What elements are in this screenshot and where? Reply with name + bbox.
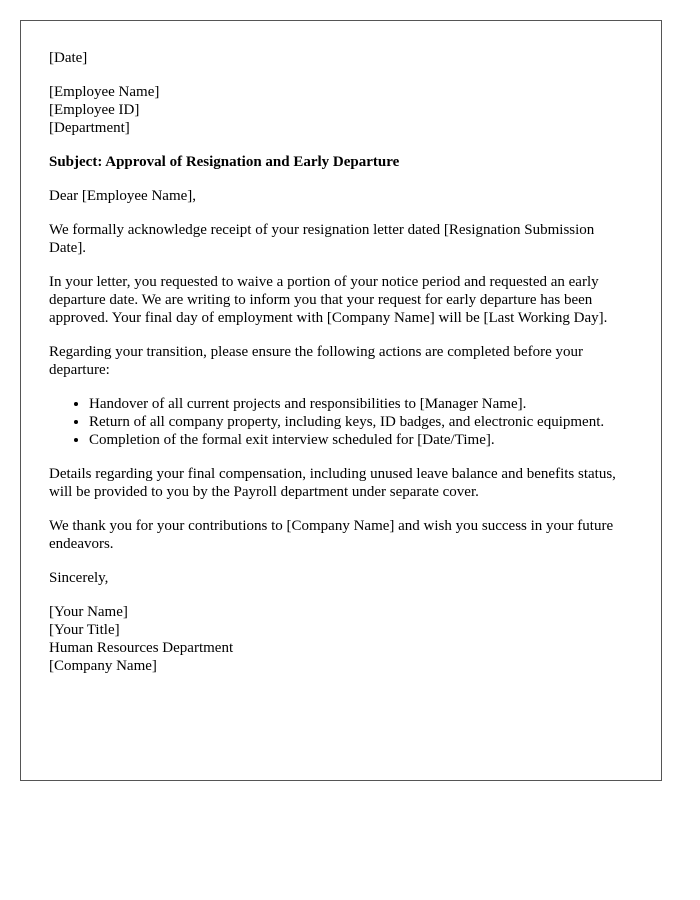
recipient-id: [Employee ID] (49, 102, 140, 118)
signer-company: [Company Name] (49, 658, 157, 674)
subject-line: Subject: Approval of Resignation and Early Departure (49, 154, 400, 170)
signer-title: [Your Title] (49, 622, 120, 638)
list-item: • Return of all company property, including keys, ID badges, and electronic equipment. (89, 413, 632, 431)
letter (20, 20, 662, 781)
recipient-name: [Employee Name] (49, 84, 160, 100)
salutation: Dear [Employee Name], (49, 188, 197, 204)
signature-block (49, 603, 632, 675)
body-paragraph: We thank you for your contributions to [Company Name] and wish you success in your future endeavors. (49, 518, 614, 552)
signer-name: [Your Name] (49, 604, 128, 620)
letter-date: [Date] (49, 50, 88, 66)
body-paragraph: Regarding your transition, please ensure the following actions are completed before your departure: (49, 344, 583, 378)
recipient-block (49, 83, 632, 137)
action-list (49, 395, 632, 449)
body-paragraph: In your letter, you requested to waive a portion of your notice period and requested an early departure date. We are writing to inform you that your request for early departure has been approved. Your final day of employment with [Company Name] will be [Last Working Day]. (49, 274, 608, 326)
signer-department: Human Resources Department (49, 640, 234, 656)
body-paragraph: Details regarding your final compensation, including unused leave balance and benefits status, will be provided to you by the Payroll department under separate cover. (49, 466, 616, 500)
body-paragraph: We formally acknowledge receipt of your resignation letter dated [Resignation Submission Date]. (49, 222, 595, 256)
list-item: • Handover of all current projects and responsibilities to [Manager Name]. (89, 395, 632, 413)
signoff: Sincerely, (49, 570, 109, 586)
list-item: • Completion of the formal exit interview scheduled for [Date/Time]. (89, 431, 632, 449)
recipient-department: [Department] (49, 120, 130, 136)
